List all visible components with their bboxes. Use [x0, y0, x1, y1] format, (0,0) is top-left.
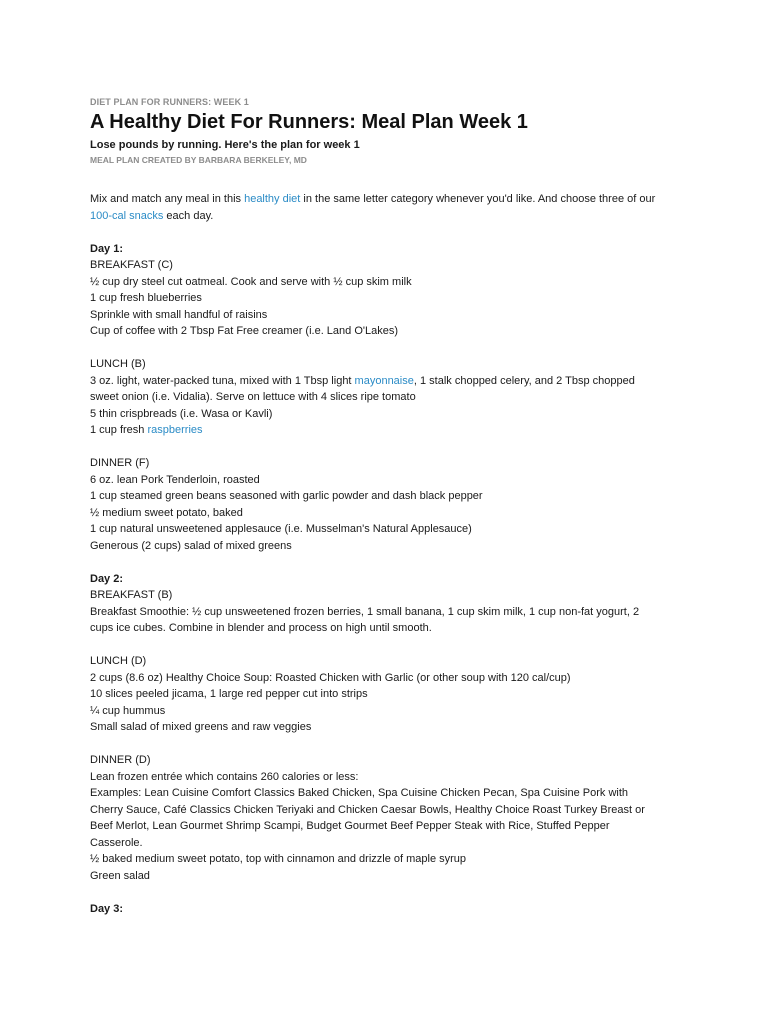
day-2-breakfast-item: Breakfast Smoothie: ½ cup unsweetened frozen berries, 1 small banana, 1 cup skim milk, 1 cup non-fat yogurt, 2	[90, 605, 640, 618]
lunch-item-text: 1 cup fresh	[90, 424, 148, 436]
day-1-dinner-item: 1 cup natural unsweetened applesauce (i.e. Musselman's Natural Applesauce)	[90, 523, 472, 535]
day-2-dinner-item: Lean frozen entrée which contains 260 calories or less:	[90, 770, 359, 783]
day-1-breakfast-item: 1 cup fresh blueberries	[90, 292, 202, 304]
intro-line-1	[90, 191, 690, 208]
raspberries-link[interactable]: raspberries	[147, 424, 203, 436]
day-2-section	[90, 571, 690, 885]
day-2-lunch-item: ¼ cup hummus	[90, 704, 166, 717]
day-2-dinner-item: Beef Merlot, Lean Gourmet Shrimp Scampi, Budget Gourmet Beef Pepper Steak with Rice, Stuffed Pepper	[90, 820, 610, 832]
day-1-breakfast-item: Cup of coffee with 2 Tbsp Fat Free creamer (i.e. Land O'Lakes)	[90, 325, 399, 337]
article-kicker: DIET PLAN FOR RUNNERS: WEEK 1	[90, 97, 249, 107]
day-2-lunch-item: Small salad of mixed greens and raw veggies	[90, 721, 312, 733]
day-1-lunch-item	[90, 422, 690, 439]
page-title: A Healthy Diet For Runners: Meal Plan Week 1	[90, 111, 528, 133]
day-1-lunch-item: sweet onion (i.e. Vidalia). Serve on lettuce with 4 slices ripe tomato	[90, 391, 416, 403]
day-1-dinner-label: DINNER (F)	[90, 457, 150, 469]
day-1-dinner-item: 1 cup steamed green beans seasoned with garlic powder and dash black pepper	[90, 490, 483, 502]
day-3-heading: Day 3:	[90, 902, 124, 915]
intro-line-2	[90, 208, 690, 225]
intro-text-3: each day.	[163, 209, 214, 222]
day-1-section	[90, 241, 690, 555]
day-2-dinner-item: Casserole.	[90, 836, 143, 849]
spacer	[90, 637, 690, 654]
intro-paragraph	[90, 191, 690, 224]
spacer	[90, 554, 690, 571]
day-2-heading: Day 2:	[90, 572, 124, 585]
day-1-breakfast-label: BREAKFAST (C)	[90, 259, 173, 271]
spacer	[90, 736, 690, 753]
day-2-dinner-item: Green salad	[90, 869, 150, 882]
day-1-heading: Day 1:	[90, 242, 124, 255]
day-1-breakfast-item: ½ cup dry steel cut oatmeal. Cook and serve with ½ cup skim milk	[90, 275, 412, 288]
intro-text-1: Mix and match any meal in this	[90, 193, 245, 205]
spacer	[90, 224, 690, 241]
day-2-lunch-label: LUNCH (D)	[90, 655, 147, 667]
intro-text-2: in the same letter category whenever you'd like. And choose three of our	[300, 193, 656, 205]
day-1-dinner-item: 6 oz. lean Pork Tenderloin, roasted	[90, 473, 260, 486]
day-1-lunch-label: LUNCH (B)	[90, 358, 146, 370]
day-2-dinner-label: DINNER (D)	[90, 754, 151, 766]
day-1-dinner-item: Generous (2 cups) salad of mixed greens	[90, 539, 292, 552]
day-2-lunch-item: 10 slices peeled jicama, 1 large red pepper cut into strips	[90, 688, 368, 700]
day-1-breakfast-item: Sprinkle with small handful of raisins	[90, 308, 268, 321]
article-subtitle: Lose pounds by running. Here's the plan for week 1	[90, 139, 360, 151]
day-1-lunch-item	[90, 373, 690, 390]
article-byline: MEAL PLAN CREATED BY BARBARA BERKELEY, MD	[90, 155, 307, 165]
snacks-link[interactable]: 100-cal snacks	[90, 209, 164, 222]
day-2-breakfast-item: cups ice cubes. Combine in blender and process on high until smooth.	[90, 622, 432, 634]
day-2-dinner-item: ½ baked medium sweet potato, top with cinnamon and drizzle of maple syrup	[90, 853, 467, 865]
day-1-lunch-item: 5 thin crispbreads (i.e. Wasa or Kavli)	[90, 407, 273, 420]
mayonnaise-link[interactable]: mayonnaise	[354, 374, 414, 387]
day-2-dinner-item: Examples: Lean Cuisine Comfort Classics Baked Chicken, Spa Cuisine Chicken Pecan, Spa Cuisine Pork with	[90, 787, 629, 799]
day-1-dinner-item: ½ medium sweet potato, baked	[90, 506, 243, 519]
spacer	[90, 439, 690, 456]
healthy-diet-link[interactable]: healthy diet	[244, 193, 301, 205]
day-2-lunch-item: 2 cups (8.6 oz) Healthy Choice Soup: Roasted Chicken with Garlic (or other soup with 120 cal/cup)	[90, 671, 571, 684]
lunch-item-text: 3 oz. light, water-packed tuna, mixed with 1 Tbsp light	[90, 374, 355, 387]
article	[90, 96, 690, 917]
day-2-dinner-item: Cherry Sauce, Café Classics Chicken Teriyaki and Chicken Caesar Bowls, Healthy Choice Roast Turkey Breast or	[90, 803, 645, 816]
day-2-breakfast-label: BREAKFAST (B)	[90, 589, 173, 601]
spacer	[90, 884, 690, 901]
spacer	[90, 340, 690, 357]
lunch-item-text: , 1 stalk chopped celery, and 2 Tbsp chopped	[413, 374, 635, 387]
day-3-section	[90, 901, 690, 918]
